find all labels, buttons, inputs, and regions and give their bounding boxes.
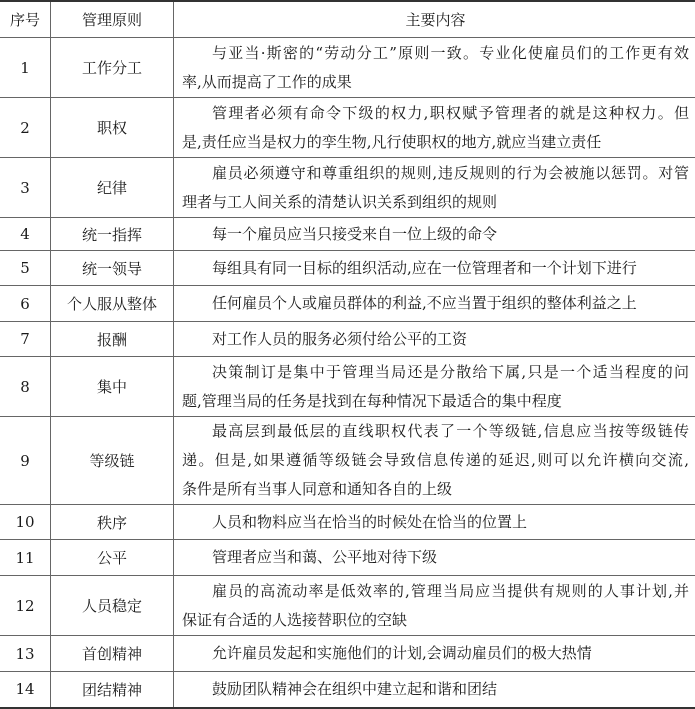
row-content — [174, 576, 695, 636]
table-row — [0, 322, 695, 357]
row-principle: 团结精神 — [51, 672, 174, 708]
row-index: 8 — [0, 357, 51, 417]
row-principle: 统一指挥 — [51, 218, 174, 251]
content-line: 雇员的高流动率是低效率的,管理当局应当提供有规则的人事计划,并 — [182, 577, 689, 606]
table-row — [0, 251, 695, 286]
row-index: 13 — [0, 636, 51, 672]
table-row — [0, 576, 695, 636]
table-header-row — [0, 1, 695, 38]
row-content — [174, 286, 695, 322]
row-principle: 个人服从整体 — [51, 286, 174, 322]
row-principle: 人员稳定 — [51, 576, 174, 636]
content-line: 理者与工人间关系的清楚认识关系到组织的规则 — [182, 188, 689, 217]
row-content — [174, 357, 695, 417]
content-line: 管理者应当和蔼、公平地对待下级 — [182, 543, 689, 572]
row-index: 10 — [0, 505, 51, 540]
content-line: 雇员必须遵守和尊重组织的规则,违反规则的行为会被施以惩罚。对管 — [182, 159, 689, 188]
content-line: 任何雇员个人或雇员群体的利益,不应当置于组织的整体利益之上 — [182, 289, 689, 318]
header-principle: 管理原则 — [51, 1, 174, 38]
table-row — [0, 38, 695, 98]
content-line: 题,管理当局的任务是找到在每种情况下最适合的集中程度 — [182, 387, 689, 416]
row-index: 2 — [0, 98, 51, 158]
header-content: 主要内容 — [174, 1, 695, 38]
row-principle: 职权 — [51, 98, 174, 158]
row-content — [174, 98, 695, 158]
row-index: 1 — [0, 38, 51, 98]
table-row — [0, 158, 695, 218]
table-row — [0, 417, 695, 505]
row-principle: 公平 — [51, 540, 174, 576]
content-line: 保证有合适的人选接替职位的空缺 — [182, 606, 689, 635]
row-principle: 等级链 — [51, 417, 174, 505]
content-line: 鼓励团队精神会在组织中建立起和谐和团结 — [182, 675, 689, 704]
row-index: 14 — [0, 672, 51, 708]
row-index: 5 — [0, 251, 51, 286]
row-principle: 首创精神 — [51, 636, 174, 672]
header-index: 序号 — [0, 1, 51, 38]
content-line: 每一个雇员应当只接受来自一位上级的命令 — [182, 220, 689, 249]
row-content — [174, 38, 695, 98]
row-content — [174, 636, 695, 672]
content-line: 决策制订是集中于管理当局还是分散给下属,只是一个适当程度的问 — [182, 358, 689, 387]
table-row — [0, 218, 695, 251]
row-content — [174, 322, 695, 357]
table-row — [0, 357, 695, 417]
content-line: 每组具有同一目标的组织活动,应在一位管理者和一个计划下进行 — [182, 254, 689, 283]
content-line: 与亚当·斯密的“劳动分工”原则一致。专业化使雇员们的工作更有效 — [182, 39, 689, 68]
content-line: 递。但是,如果遵循等级链会导致信息传递的延迟,则可以允许横向交流, — [182, 446, 689, 475]
row-principle: 纪律 — [51, 158, 174, 218]
table-row — [0, 540, 695, 576]
table-row — [0, 98, 695, 158]
content-line: 允许雇员发起和实施他们的计划,会调动雇员们的极大热情 — [182, 639, 689, 668]
content-line: 人员和物料应当在恰当的时候处在恰当的位置上 — [182, 508, 689, 537]
content-line: 最高层到最低层的直线职权代表了一个等级链,信息应当按等级链传 — [182, 417, 689, 446]
table-row — [0, 505, 695, 540]
row-principle: 工作分工 — [51, 38, 174, 98]
row-index: 3 — [0, 158, 51, 218]
row-principle: 秩序 — [51, 505, 174, 540]
row-principle: 集中 — [51, 357, 174, 417]
row-index: 7 — [0, 322, 51, 357]
row-content — [174, 251, 695, 286]
row-index: 11 — [0, 540, 51, 576]
content-line: 条件是所有当事人同意和通知各自的上级 — [182, 475, 689, 504]
row-index: 9 — [0, 417, 51, 505]
row-index: 12 — [0, 576, 51, 636]
row-content — [174, 540, 695, 576]
content-line: 管理者必须有命令下级的权力,职权赋予管理者的就是这种权力。但 — [182, 99, 689, 128]
row-content — [174, 672, 695, 708]
content-line: 是,责任应当是权力的孪生物,凡行使职权的地方,就应当建立责任 — [182, 128, 689, 157]
row-content — [174, 218, 695, 251]
table-row — [0, 636, 695, 672]
content-line: 率,从而提高了工作的成果 — [182, 68, 689, 97]
row-index: 6 — [0, 286, 51, 322]
row-content — [174, 158, 695, 218]
row-index: 4 — [0, 218, 51, 251]
row-principle: 报酬 — [51, 322, 174, 357]
row-content — [174, 505, 695, 540]
row-content — [174, 417, 695, 505]
row-principle: 统一领导 — [51, 251, 174, 286]
content-line: 对工作人员的服务必须付给公平的工资 — [182, 325, 689, 354]
table-row — [0, 672, 695, 708]
table-row — [0, 286, 695, 322]
